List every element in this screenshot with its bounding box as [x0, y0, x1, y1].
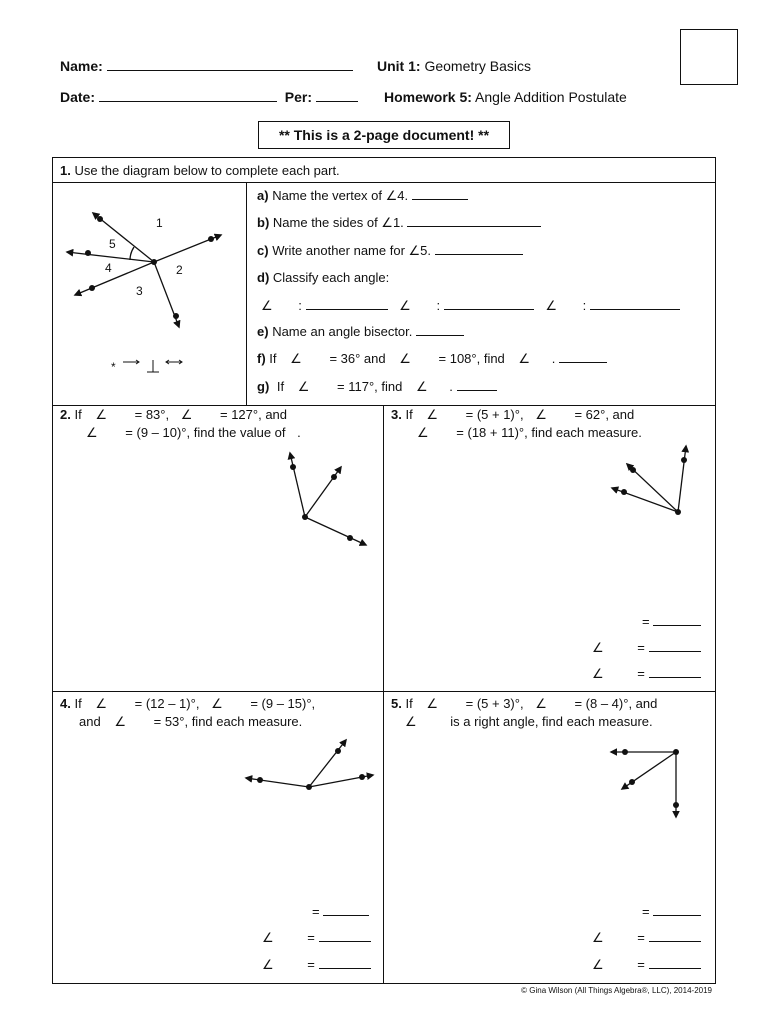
q3-prompt-line-1	[391, 407, 634, 423]
angle-symbol-icon: ∠	[426, 696, 438, 711]
q1-part-e-text: Name an angle bisector.	[272, 324, 413, 339]
q1-classify-row	[261, 298, 680, 314]
q1-angle-label-1: 1	[156, 216, 163, 230]
q1-part-e-answer-blank[interactable]	[416, 325, 464, 336]
q4-answer-blank-3[interactable]	[319, 958, 371, 969]
q1-point	[97, 216, 103, 222]
q3-answer-eq: =	[637, 640, 645, 655]
q1-part-b-text: Name the sides of ∠1.	[272, 215, 404, 230]
angle-symbol-icon: ∠	[211, 696, 223, 711]
q4-answer-row-2	[262, 930, 371, 946]
q1-part-g-given: = 117°, find	[337, 379, 403, 394]
per-label: Per:	[284, 89, 313, 105]
q4-number: 4.	[60, 696, 71, 711]
q5-answer-eq: =	[637, 930, 645, 945]
q1-part-f-label: f)	[257, 351, 266, 366]
angle-symbol-icon: ∠	[592, 666, 604, 681]
q5-answer-eq: =	[642, 904, 650, 919]
name-field	[60, 58, 353, 74]
q4-answer-eq: =	[307, 930, 315, 945]
q4-given-2: = (9 – 15)°,	[250, 696, 316, 711]
unit-title	[377, 58, 531, 74]
q1-part-g-end: .	[449, 379, 453, 394]
column-divider	[383, 405, 384, 983]
q1-part-a	[257, 188, 468, 204]
q5-prompt-line-2	[405, 714, 653, 730]
q5-answer-blank-1[interactable]	[653, 905, 701, 916]
q1-part-d-label: d)	[257, 270, 270, 285]
angle-symbol-icon: ∠	[95, 407, 107, 422]
date-field	[60, 89, 358, 105]
q2-given-2: = 127°, and	[220, 407, 288, 422]
date-label: Date:	[60, 89, 96, 105]
angle-symbol-icon: ∠	[417, 425, 429, 440]
q1-part-f-given-1: = 36° and	[329, 351, 386, 366]
q1-angle-label-3: 3	[136, 284, 143, 298]
q1-classify-colon: :	[298, 298, 302, 313]
q5-number: 5.	[391, 696, 402, 711]
q5-given-1: = (5 + 3)°,	[465, 696, 524, 711]
q1-classify-colon: :	[436, 298, 441, 313]
q3-number: 3.	[391, 407, 402, 422]
q1-angle-diagram	[53, 182, 245, 404]
q2-prompt-line-1	[60, 407, 287, 423]
q3-given-2: = 62°, and	[574, 407, 635, 422]
q3-answer-blank-1[interactable]	[653, 615, 701, 626]
q3-answer-row-3	[592, 666, 701, 682]
q1-angle-label-2: 2	[176, 263, 183, 277]
q1-classify-blank-1[interactable]	[306, 299, 388, 310]
q2-if: If	[74, 407, 82, 422]
q5-given-3: is a right angle, find each measure.	[450, 714, 653, 729]
q5-answer-row-3	[592, 957, 701, 973]
q4-answer-blank-2[interactable]	[319, 931, 371, 942]
homework-label: Homework 5:	[384, 89, 472, 105]
q1-angle-label-5: 5	[109, 237, 116, 251]
q1-point	[89, 285, 95, 291]
q2-number: 2.	[60, 407, 71, 422]
q1-column-divider	[246, 182, 247, 405]
q1-angle-label-4: 4	[105, 261, 112, 275]
q1-vertex-point	[151, 259, 157, 265]
q2-prompt-line-2	[86, 425, 301, 441]
q1-part-g-label: g)	[257, 379, 270, 394]
q3-answer-row-2	[592, 640, 701, 656]
q1-text: Use the diagram below to complete each part.	[74, 163, 340, 178]
angle-symbol-icon: ∠	[426, 407, 438, 422]
q4-answer-eq: =	[307, 957, 315, 972]
q2-angle-diagram	[270, 445, 380, 555]
q3-answer-eq: =	[637, 666, 645, 681]
q3-prompt-line-2	[417, 425, 642, 441]
homework-title	[384, 89, 627, 105]
unit-label: Unit 1:	[377, 58, 421, 74]
q5-answer-row-1	[592, 904, 701, 919]
angle-symbol-icon: ∠	[180, 407, 193, 422]
q1-part-e	[257, 324, 464, 339]
q1-part-f-end: .	[551, 351, 556, 366]
angle-symbol-icon: ∠	[592, 640, 604, 655]
per-line[interactable]	[316, 100, 358, 102]
angle-symbol-icon: ∠	[261, 298, 273, 313]
q1-classify-blank-3[interactable]	[590, 299, 680, 310]
q1-point	[85, 250, 91, 256]
q4-answer-row-1	[262, 904, 369, 919]
q1-part-d-text: Classify each angle:	[272, 270, 390, 285]
angle-symbol-icon: ∠	[592, 930, 604, 945]
row-divider-1	[53, 405, 715, 406]
q4-prompt-line-2	[79, 714, 302, 730]
angle-symbol-icon: ∠	[297, 379, 310, 394]
q1-part-f	[257, 351, 607, 367]
date-line[interactable]	[99, 100, 277, 102]
homework-name: Angle Addition Postulate	[475, 89, 627, 105]
q4-given-1: = (12 – 1)°,	[134, 696, 200, 711]
row-divider-2	[53, 691, 715, 692]
q3-answer-row-1	[592, 614, 701, 629]
q4-answer-eq: =	[312, 904, 320, 919]
angle-symbol-icon: ∠	[399, 351, 411, 366]
q1-part-a-text: Name the vertex of ∠4.	[272, 188, 409, 203]
q2-given-1: = 83°,	[134, 407, 170, 422]
q1-angle-arc	[130, 247, 134, 260]
q1-point	[173, 313, 179, 319]
q3-answer-blank-2[interactable]	[649, 641, 701, 652]
q1-part-c-text: Write another name for ∠5.	[272, 243, 432, 258]
q3-answer-eq: =	[642, 614, 650, 629]
q3-given-3: = (18 + 11)°, find each measure.	[456, 425, 642, 440]
q4-given-3: = 53°, find each measure.	[153, 714, 303, 729]
q1-prompt	[60, 163, 340, 178]
q1-part-d	[257, 270, 389, 285]
q1-part-f-given-2: = 108°, find	[438, 351, 505, 366]
q1-part-c-label: c)	[257, 243, 269, 258]
q4-and: and	[79, 714, 101, 729]
q1-part-b	[257, 215, 541, 231]
q1-classify-blank-2[interactable]	[444, 299, 534, 310]
q1-part-g-if: If	[276, 379, 285, 394]
q1-part-c	[257, 243, 523, 259]
q1-part-a-answer-blank[interactable]	[412, 189, 468, 200]
q1-point	[208, 236, 214, 242]
angle-symbol-icon: ∠	[114, 714, 126, 729]
angle-symbol-icon: ∠	[405, 714, 417, 729]
q2-given-3: = (9 – 10)°, find the value of	[125, 425, 286, 440]
q5-answer-blank-3[interactable]	[649, 958, 701, 969]
q4-if: If	[74, 696, 82, 711]
q1-part-a-label: a)	[257, 188, 269, 203]
angle-symbol-icon: ∠	[518, 351, 531, 366]
angle-symbol-icon: ∠	[535, 696, 547, 711]
angle-symbol-icon: ∠	[86, 425, 98, 440]
q5-answer-row-2	[592, 930, 701, 946]
q5-answer-blank-2[interactable]	[649, 931, 701, 942]
angle-symbol-icon: ∠	[262, 957, 274, 972]
q1-part-f-answer-blank[interactable]	[559, 352, 607, 363]
score-box[interactable]	[680, 29, 738, 85]
angle-symbol-icon: ∠	[399, 298, 411, 313]
q1-part-e-label: e)	[257, 324, 269, 339]
q1-part-g	[257, 379, 497, 395]
q1-part-f-if: If	[269, 351, 277, 366]
q3-answer-blank-3[interactable]	[649, 667, 701, 678]
q5-given-2: = (8 – 4)°, and	[574, 696, 658, 711]
q1-part-g-answer-blank[interactable]	[457, 380, 497, 391]
q3-angle-diagram	[600, 440, 700, 525]
q4-angle-diagram	[240, 735, 380, 800]
q4-answer-blank-1[interactable]	[323, 905, 369, 916]
angle-symbol-icon: ∠	[592, 957, 604, 972]
q2-end: .	[297, 425, 301, 440]
q5-angle-diagram	[605, 740, 695, 820]
unit-name: Geometry Basics	[424, 58, 532, 74]
q1-part-c-answer-blank[interactable]	[435, 244, 523, 255]
angle-symbol-icon: ∠	[535, 407, 547, 422]
angle-symbol-icon: ∠	[545, 298, 557, 313]
q5-prompt-line-1	[391, 696, 657, 712]
angle-symbol-icon: ∠	[415, 379, 428, 394]
name-label: Name:	[60, 58, 103, 74]
angle-symbol-icon: ∠	[290, 351, 302, 366]
q1-note-star: *	[111, 360, 116, 374]
angle-symbol-icon: ∠	[95, 696, 107, 711]
name-line[interactable]	[107, 69, 353, 71]
two-page-notice: ** This is a 2-page document! **	[258, 121, 510, 149]
q4-prompt-line-1	[60, 696, 315, 712]
q1-part-b-label: b)	[257, 215, 270, 230]
q5-answer-eq: =	[637, 957, 645, 972]
angle-symbol-icon: ∠	[262, 930, 274, 945]
q3-if: If	[405, 407, 413, 422]
q5-if: If	[405, 696, 413, 711]
q1-number: 1.	[60, 163, 71, 178]
q3-given-1: = (5 + 1)°,	[465, 407, 524, 422]
copyright-footer: © Gina Wilson (All Things Algebra®, LLC), 2014-2019	[521, 986, 712, 995]
q4-answer-row-3	[262, 957, 371, 973]
q1-classify-colon: :	[582, 298, 587, 313]
q1-part-b-answer-blank[interactable]	[407, 216, 541, 227]
